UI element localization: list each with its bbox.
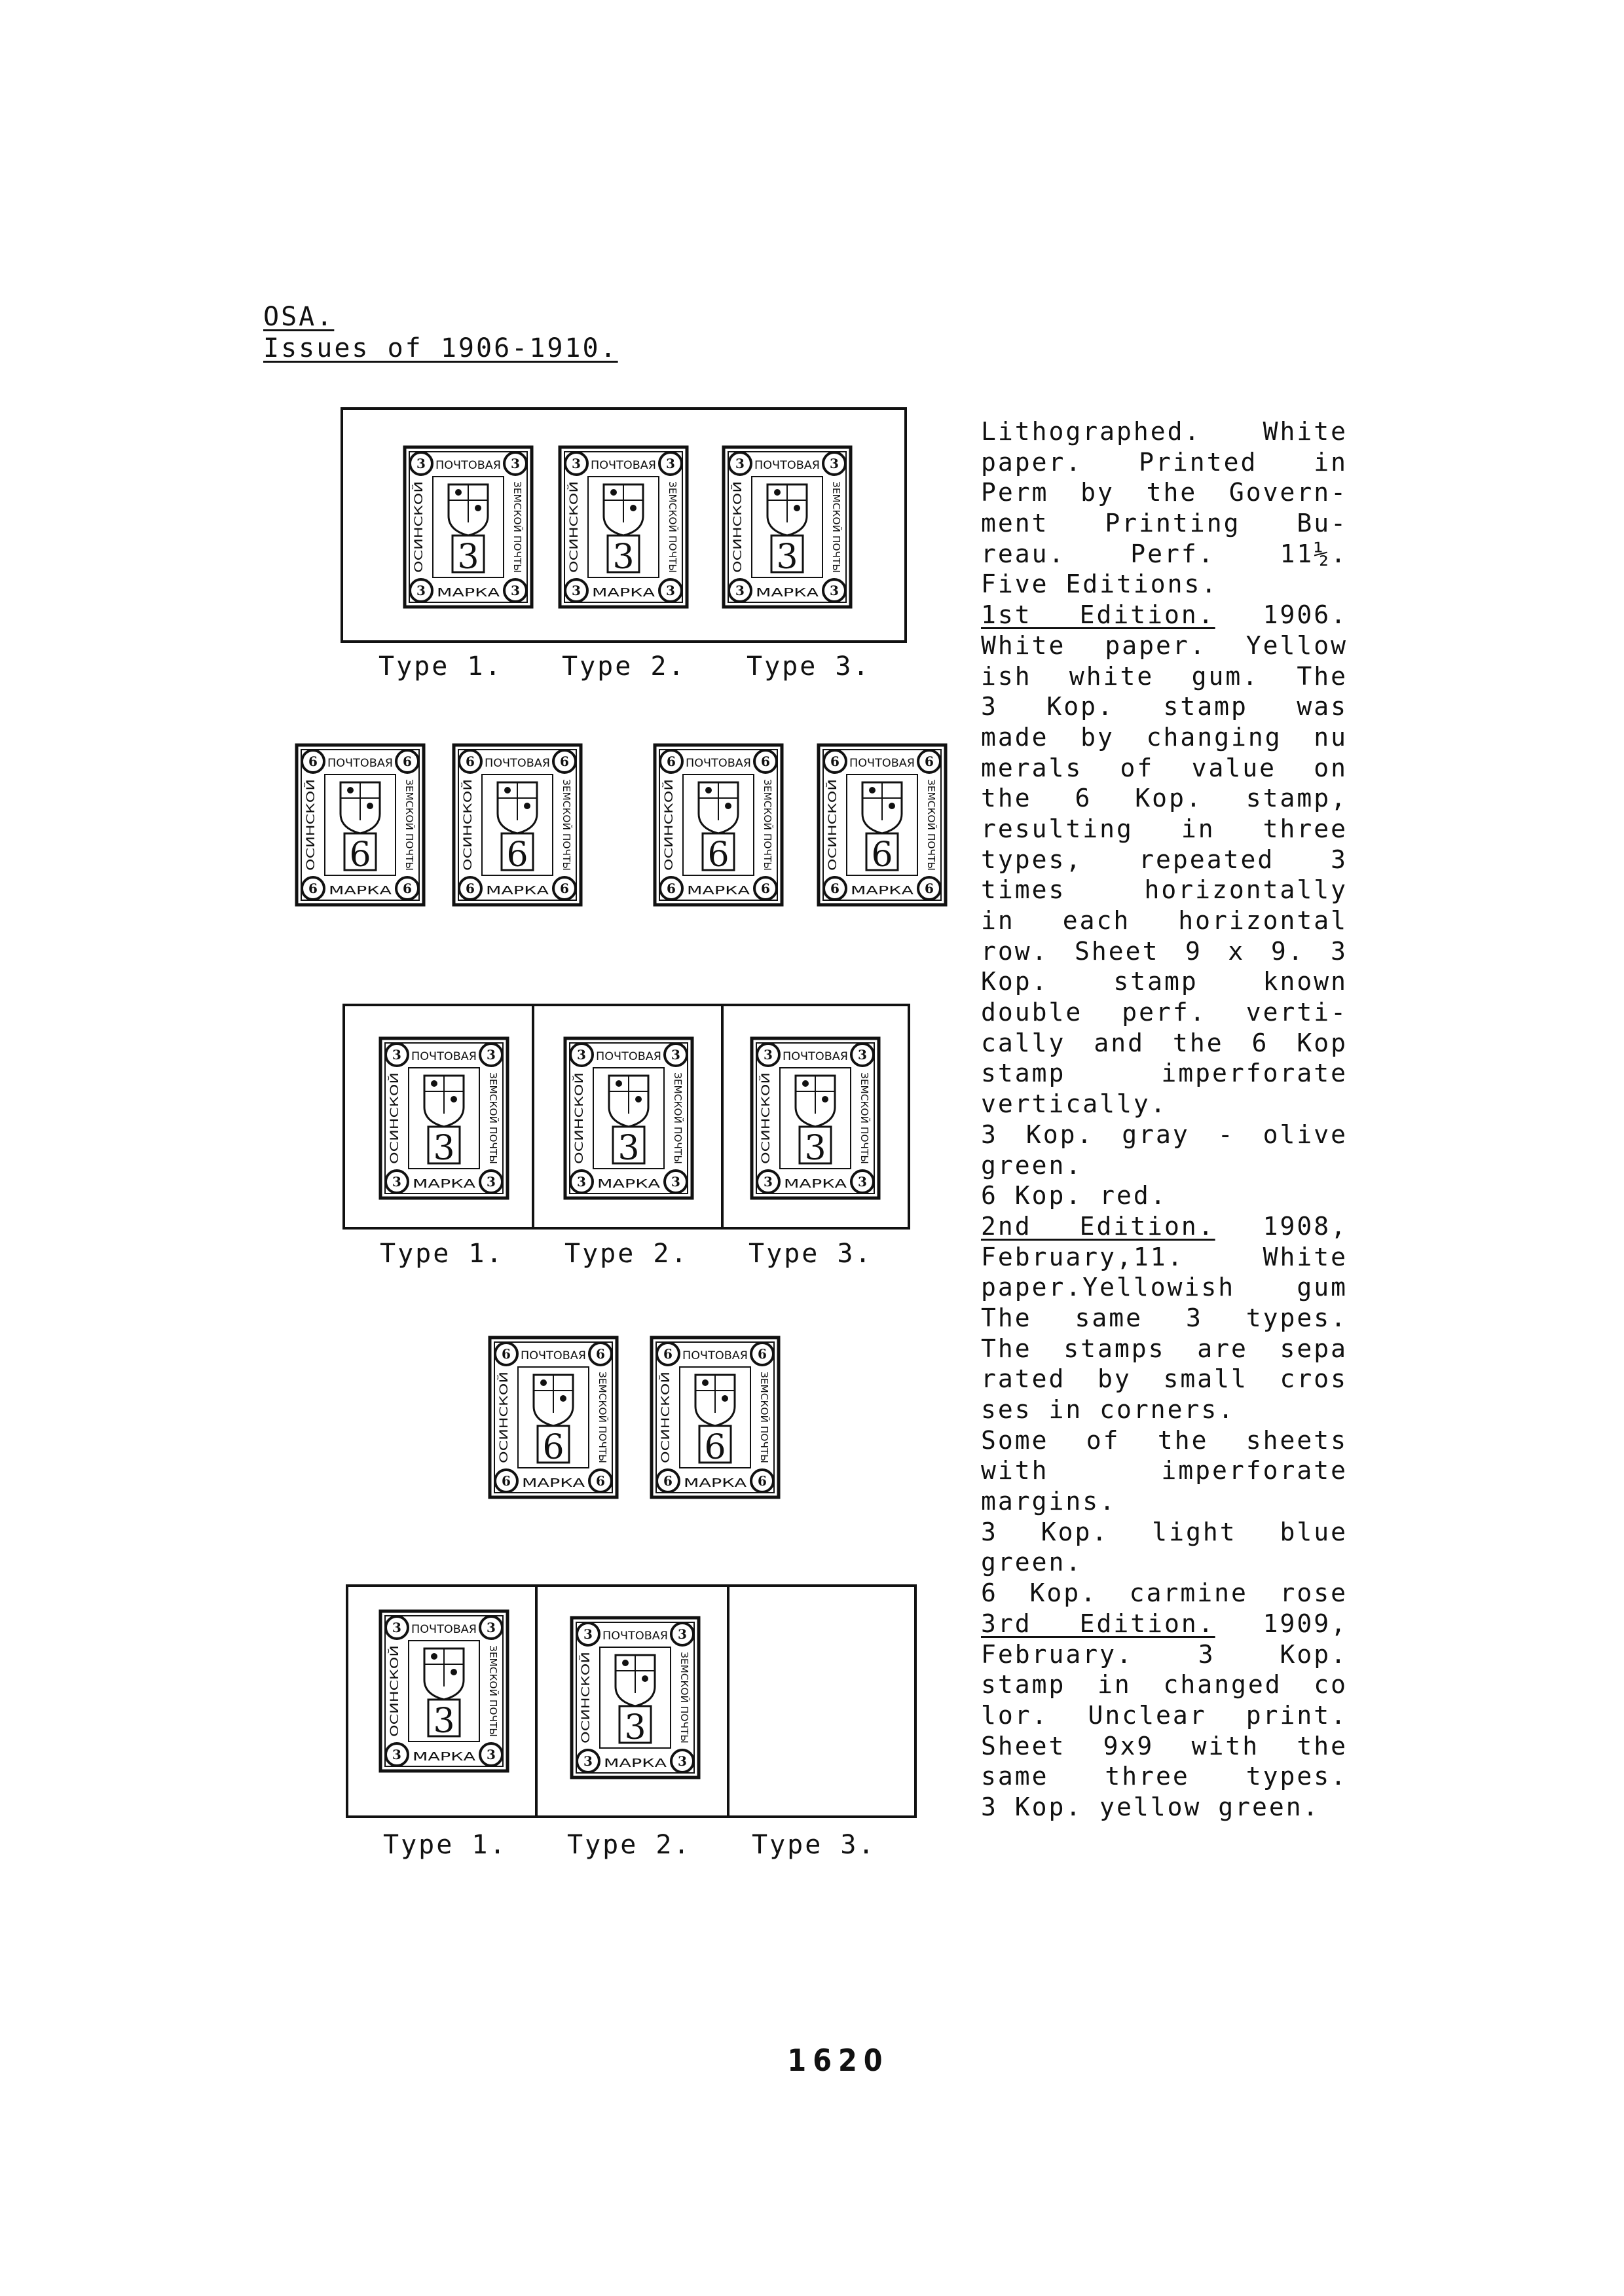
svg-text:3: 3 [511,583,520,598]
description-line: double perf. verti- [981,998,1348,1027]
svg-text:3: 3 [577,1174,586,1190]
description-line: 6 Kop. carmine rose [981,1578,1348,1608]
svg-text:3: 3 [416,583,426,598]
svg-text:ЗЕМСКОЙ ПОЧТЫ: ЗЕМСКОЙ ПОЧТЫ [511,481,523,571]
description-line: 3 Kop. light blue [981,1517,1348,1546]
svg-text:6: 6 [403,881,412,896]
row5-type-label: Type 1. [383,1830,507,1860]
row1-type-label: Type 1. [378,651,503,682]
description-line: 3rd Edition. 1909, [981,1609,1348,1638]
stamp-6kop [452,743,583,907]
svg-text:ПОЧТОВАЯ: ПОЧТОВАЯ [849,757,915,770]
description-line: lor. Unclear print. [981,1700,1348,1730]
svg-text:МАРКА: МАРКА [413,1750,477,1764]
row5-type-label: Type 3. [752,1830,876,1860]
svg-text:ЗЕМСКОЙ ПОЧТЫ: ЗЕМСКОЙ ПОЧТЫ [758,1372,770,1461]
svg-text:3: 3 [392,1747,401,1762]
svg-text:3: 3 [487,1047,496,1063]
svg-text:6: 6 [707,835,729,875]
svg-text:МАРКА: МАРКА [851,884,915,898]
description-line: margins. [981,1487,1117,1516]
svg-text:3: 3 [671,1047,680,1063]
svg-text:3: 3 [392,1620,401,1635]
svg-text:6: 6 [466,754,475,769]
description-line: resulting in three [981,814,1348,843]
svg-text:3: 3 [583,1753,593,1769]
svg-text:ЗЕМСКОЙ ПОЧТЫ: ЗЕМСКОЙ ПОЧТЫ [667,481,678,571]
svg-text:ЗЕМСКОЙ ПОЧТЫ: ЗЕМСКОЙ ПОЧТЫ [858,1072,870,1162]
stamp-3kop-type1 [403,445,534,609]
description-line: types, repeated 3 [981,845,1348,874]
description-line: cally and the 6 Kop [981,1028,1348,1057]
description-line: The same 3 types. [981,1303,1348,1332]
description-line: green. [981,1548,1083,1577]
row3-type-label: Type 2. [564,1239,689,1269]
svg-text:ПОЧТОВАЯ: ПОЧТОВАЯ [591,459,656,472]
svg-text:3: 3 [858,1174,867,1190]
svg-text:ЗЕМСКОЙ ПОЧТЫ: ЗЕМСКОЙ ПОЧТЫ [925,779,937,869]
svg-text:ОСИНСКОЙ: ОСИНСКОЙ [760,1098,773,1164]
stamp-3kop-type1 [378,1609,509,1773]
svg-text:6: 6 [466,881,475,896]
svg-text:МАРКА: МАРКА [329,884,393,898]
svg-text:3: 3 [830,456,839,471]
svg-text:ОСИНСКОЙ: ОСИНСКОЙ [304,805,318,871]
svg-text:ЗЕМСКОЙ ПОЧТЫ: ЗЕМСКОЙ ПОЧТЫ [487,1645,499,1735]
stamp-6kop [488,1336,619,1499]
description-line: same three types. [981,1762,1348,1791]
svg-text:6: 6 [506,835,528,875]
svg-text:ПОЧТОВАЯ: ПОЧТОВАЯ [411,1050,477,1063]
description-line: with imperforate [981,1456,1348,1485]
description-line: times horizontally [981,875,1348,905]
svg-text:6: 6 [667,881,676,896]
description-column [981,416,1348,1823]
svg-text:ЗЕМСКОЙ ПОЧТЫ: ЗЕМСКОЙ ПОЧТЫ [678,1652,690,1741]
svg-text:ПОЧТОВАЯ: ПОЧТОВАЯ [783,1050,848,1063]
svg-text:ОСИНСКОЙ: ОСИНСКОЙ [388,1671,401,1737]
svg-text:ОСИНСКОЙ: ОСИНСКОЙ [462,805,475,871]
description-line: ment Printing Bu- [981,509,1348,538]
svg-text:6: 6 [663,1346,673,1362]
row5-divider [535,1584,538,1818]
svg-text:3: 3 [487,1747,496,1762]
svg-text:3: 3 [392,1047,401,1063]
svg-text:МАРКА: МАРКА [486,884,550,898]
svg-text:3: 3 [735,583,745,598]
row5-divider [727,1584,729,1818]
svg-text:6: 6 [560,754,569,769]
svg-text:ПОЧТОВАЯ: ПОЧТОВАЯ [435,459,501,472]
description-line: rated by small cros [981,1364,1348,1394]
description-line: paper. Printed in [981,447,1348,477]
svg-text:МАРКА: МАРКА [687,884,751,898]
svg-text:3: 3 [416,456,426,471]
row3-type-label: Type 1. [380,1239,504,1269]
svg-text:3: 3 [624,1708,646,1747]
svg-text:6: 6 [560,881,569,896]
svg-text:3: 3 [666,583,675,598]
svg-text:6: 6 [871,835,893,875]
svg-text:ОСИНСКОЙ: ОСИНСКОЙ [568,507,581,573]
svg-text:3: 3 [572,583,581,598]
svg-text:3: 3 [678,1626,687,1642]
svg-text:ОСИНСКОЙ: ОСИНСКОЙ [580,1677,593,1743]
description-line: February,11. White [981,1242,1348,1271]
svg-text:МАРКА: МАРКА [522,1476,586,1490]
svg-text:6: 6 [502,1346,511,1362]
stamp-3kop-type1 [378,1036,509,1200]
description-line: 6 Kop. red. [981,1181,1168,1211]
svg-text:ПОЧТОВАЯ: ПОЧТОВАЯ [682,1349,748,1362]
svg-text:ОСИНСКОЙ: ОСИНСКОЙ [659,1397,673,1463]
svg-text:ЗЕМСКОЙ ПОЧТЫ: ЗЕМСКОЙ ПОЧТЫ [403,779,415,869]
description-line: 1st Edition. 1906. [981,600,1348,630]
svg-text:3: 3 [764,1174,773,1190]
stamp-3kop-type2 [563,1036,694,1200]
svg-text:МАРКА: МАРКА [784,1177,848,1191]
row1-type-label: Type 2. [562,651,686,682]
svg-text:6: 6 [758,1473,767,1489]
description-line: Kop. stamp known [981,967,1348,996]
svg-text:3: 3 [511,456,520,471]
svg-text:3: 3 [804,1129,826,1168]
svg-text:ПОЧТОВАЯ: ПОЧТОВАЯ [754,459,820,472]
description-line: green. [981,1150,1083,1180]
description-line: paper.Yellowish gum [981,1273,1348,1302]
svg-text:3: 3 [457,538,479,577]
svg-text:МАРКА: МАРКА [413,1177,477,1191]
svg-text:ЗЕМСКОЙ ПОЧТЫ: ЗЕМСКОЙ ПОЧТЫ [672,1072,684,1162]
description-line: The stamps are sepa [981,1334,1348,1363]
stamp-6kop [295,743,426,907]
description-line: Some of the sheets [981,1425,1348,1455]
description-line: stamp imperforate [981,1059,1348,1088]
svg-text:6: 6 [758,1346,767,1362]
svg-text:ПОЧТОВАЯ: ПОЧТОВАЯ [596,1050,661,1063]
page-subtitle: Issues of 1906-1910. [263,333,618,363]
svg-text:3: 3 [735,456,745,471]
row1-type-label: Type 3. [747,651,871,682]
svg-text:6: 6 [830,754,840,769]
description-line: stamp in changed co [981,1670,1348,1700]
svg-text:3: 3 [618,1129,640,1168]
svg-text:6: 6 [704,1428,726,1467]
svg-text:ОСИНСКОЙ: ОСИНСКОЙ [573,1098,586,1164]
svg-text:6: 6 [403,754,412,769]
description-line: made by changing nu [981,722,1348,752]
svg-text:МАРКА: МАРКА [604,1757,668,1770]
svg-text:3: 3 [612,538,635,577]
svg-text:3: 3 [577,1047,586,1063]
svg-text:ПОЧТОВАЯ: ПОЧТОВАЯ [485,757,550,770]
stamp-6kop [653,743,784,907]
svg-text:6: 6 [761,754,770,769]
svg-text:3: 3 [666,456,675,471]
svg-text:3: 3 [858,1047,867,1063]
svg-text:ПОЧТОВАЯ: ПОЧТОВАЯ [686,757,751,770]
svg-text:ПОЧТОВАЯ: ПОЧТОВАЯ [521,1349,586,1362]
svg-text:6: 6 [349,835,371,875]
description-line: Perm by the Govern- [981,478,1348,507]
stamp-6kop [650,1336,781,1499]
svg-text:6: 6 [596,1473,605,1489]
description-line: row. Sheet 9 x 9. 3 [981,936,1348,966]
svg-text:6: 6 [596,1346,605,1362]
svg-text:МАРКА: МАРКА [684,1476,748,1490]
svg-text:3: 3 [487,1174,496,1190]
svg-text:3: 3 [572,456,581,471]
description-line: 3 Kop. gray - olive [981,1120,1348,1149]
svg-text:3: 3 [392,1174,401,1190]
svg-text:3: 3 [433,1702,455,1741]
row3-divider [721,1004,724,1230]
description-line: reau. Perf. 11½. [981,539,1348,568]
stamp-3kop-type3 [722,445,853,609]
description-line: 3 Kop. yellow green. [981,1792,1320,1821]
description-line: White paper. Yellow [981,630,1348,660]
svg-text:6: 6 [663,1473,673,1489]
svg-text:ОСИНСКОЙ: ОСИНСКОЙ [663,805,676,871]
description-line: Five Editions. [981,570,1219,599]
svg-text:ПОЧТОВАЯ: ПОЧТОВАЯ [411,1623,477,1636]
svg-text:6: 6 [308,754,318,769]
page-title: OSA. [263,302,335,332]
svg-text:ЗЕМСКОЙ ПОЧТЫ: ЗЕМСКОЙ ПОЧТЫ [762,779,773,869]
svg-text:ПОЧТОВАЯ: ПОЧТОВАЯ [327,757,393,770]
description-line: merals of value on [981,753,1348,782]
description-line: Lithographed. White [981,417,1348,446]
svg-text:МАРКА: МАРКА [756,586,820,600]
svg-text:6: 6 [308,881,318,896]
svg-text:ОСИНСКОЙ: ОСИНСКОЙ [731,507,745,573]
stamp-6kop [817,743,948,907]
svg-text:3: 3 [678,1753,687,1769]
svg-text:ПОЧТОВАЯ: ПОЧТОВАЯ [602,1630,668,1643]
description-line: 3 Kop. stamp was [981,692,1348,721]
description-line: in each horizontal [981,906,1348,935]
description-line: the 6 Kop. stamp, [981,784,1348,813]
description-line: February. 3 Kop. [981,1639,1348,1669]
svg-text:6: 6 [925,881,934,896]
svg-text:6: 6 [542,1428,564,1467]
svg-text:3: 3 [764,1047,773,1063]
svg-text:6: 6 [502,1473,511,1489]
svg-text:6: 6 [761,881,770,896]
row3-divider [532,1004,534,1230]
svg-text:3: 3 [830,583,839,598]
svg-text:ЗЕМСКОЙ ПОЧТЫ: ЗЕМСКОЙ ПОЧТЫ [830,481,842,571]
svg-text:МАРКА: МАРКА [592,586,656,600]
svg-text:6: 6 [667,754,676,769]
svg-text:6: 6 [925,754,934,769]
stamp-3kop-type3 [750,1036,881,1200]
stamp-3kop-type2 [558,445,689,609]
stamp-3kop-type2 [570,1616,701,1779]
svg-text:ОСИНСКОЙ: ОСИНСКОЙ [388,1098,401,1164]
description-line: Sheet 9x9 with the [981,1731,1348,1760]
svg-text:ОСИНСКОЙ: ОСИНСКОЙ [826,805,840,871]
page-number: 1620 [787,2043,889,2078]
svg-text:ОСИНСКОЙ: ОСИНСКОЙ [413,507,426,573]
svg-text:3: 3 [776,538,798,577]
description-line: vertically. [981,1089,1168,1119]
svg-text:ЗЕМСКОЙ ПОЧТЫ: ЗЕМСКОЙ ПОЧТЫ [597,1372,608,1461]
svg-text:3: 3 [487,1620,496,1635]
svg-text:3: 3 [433,1129,455,1168]
svg-text:3: 3 [583,1626,593,1642]
description-line: ses in corners. [981,1395,1236,1424]
description-line: ish white gum. The [981,661,1348,691]
svg-text:МАРКА: МАРКА [437,586,501,600]
svg-text:МАРКА: МАРКА [597,1177,661,1191]
svg-text:ОСИНСКОЙ: ОСИНСКОЙ [498,1397,511,1463]
svg-text:6: 6 [830,881,840,896]
svg-text:3: 3 [671,1174,680,1190]
row5-type-label: Type 2. [567,1830,692,1860]
description-line: 2nd Edition. 1908, [981,1211,1348,1241]
svg-text:ЗЕМСКОЙ ПОЧТЫ: ЗЕМСКОЙ ПОЧТЫ [487,1072,499,1162]
row3-type-label: Type 3. [748,1239,873,1269]
svg-text:ЗЕМСКОЙ ПОЧТЫ: ЗЕМСКОЙ ПОЧТЫ [561,779,572,869]
